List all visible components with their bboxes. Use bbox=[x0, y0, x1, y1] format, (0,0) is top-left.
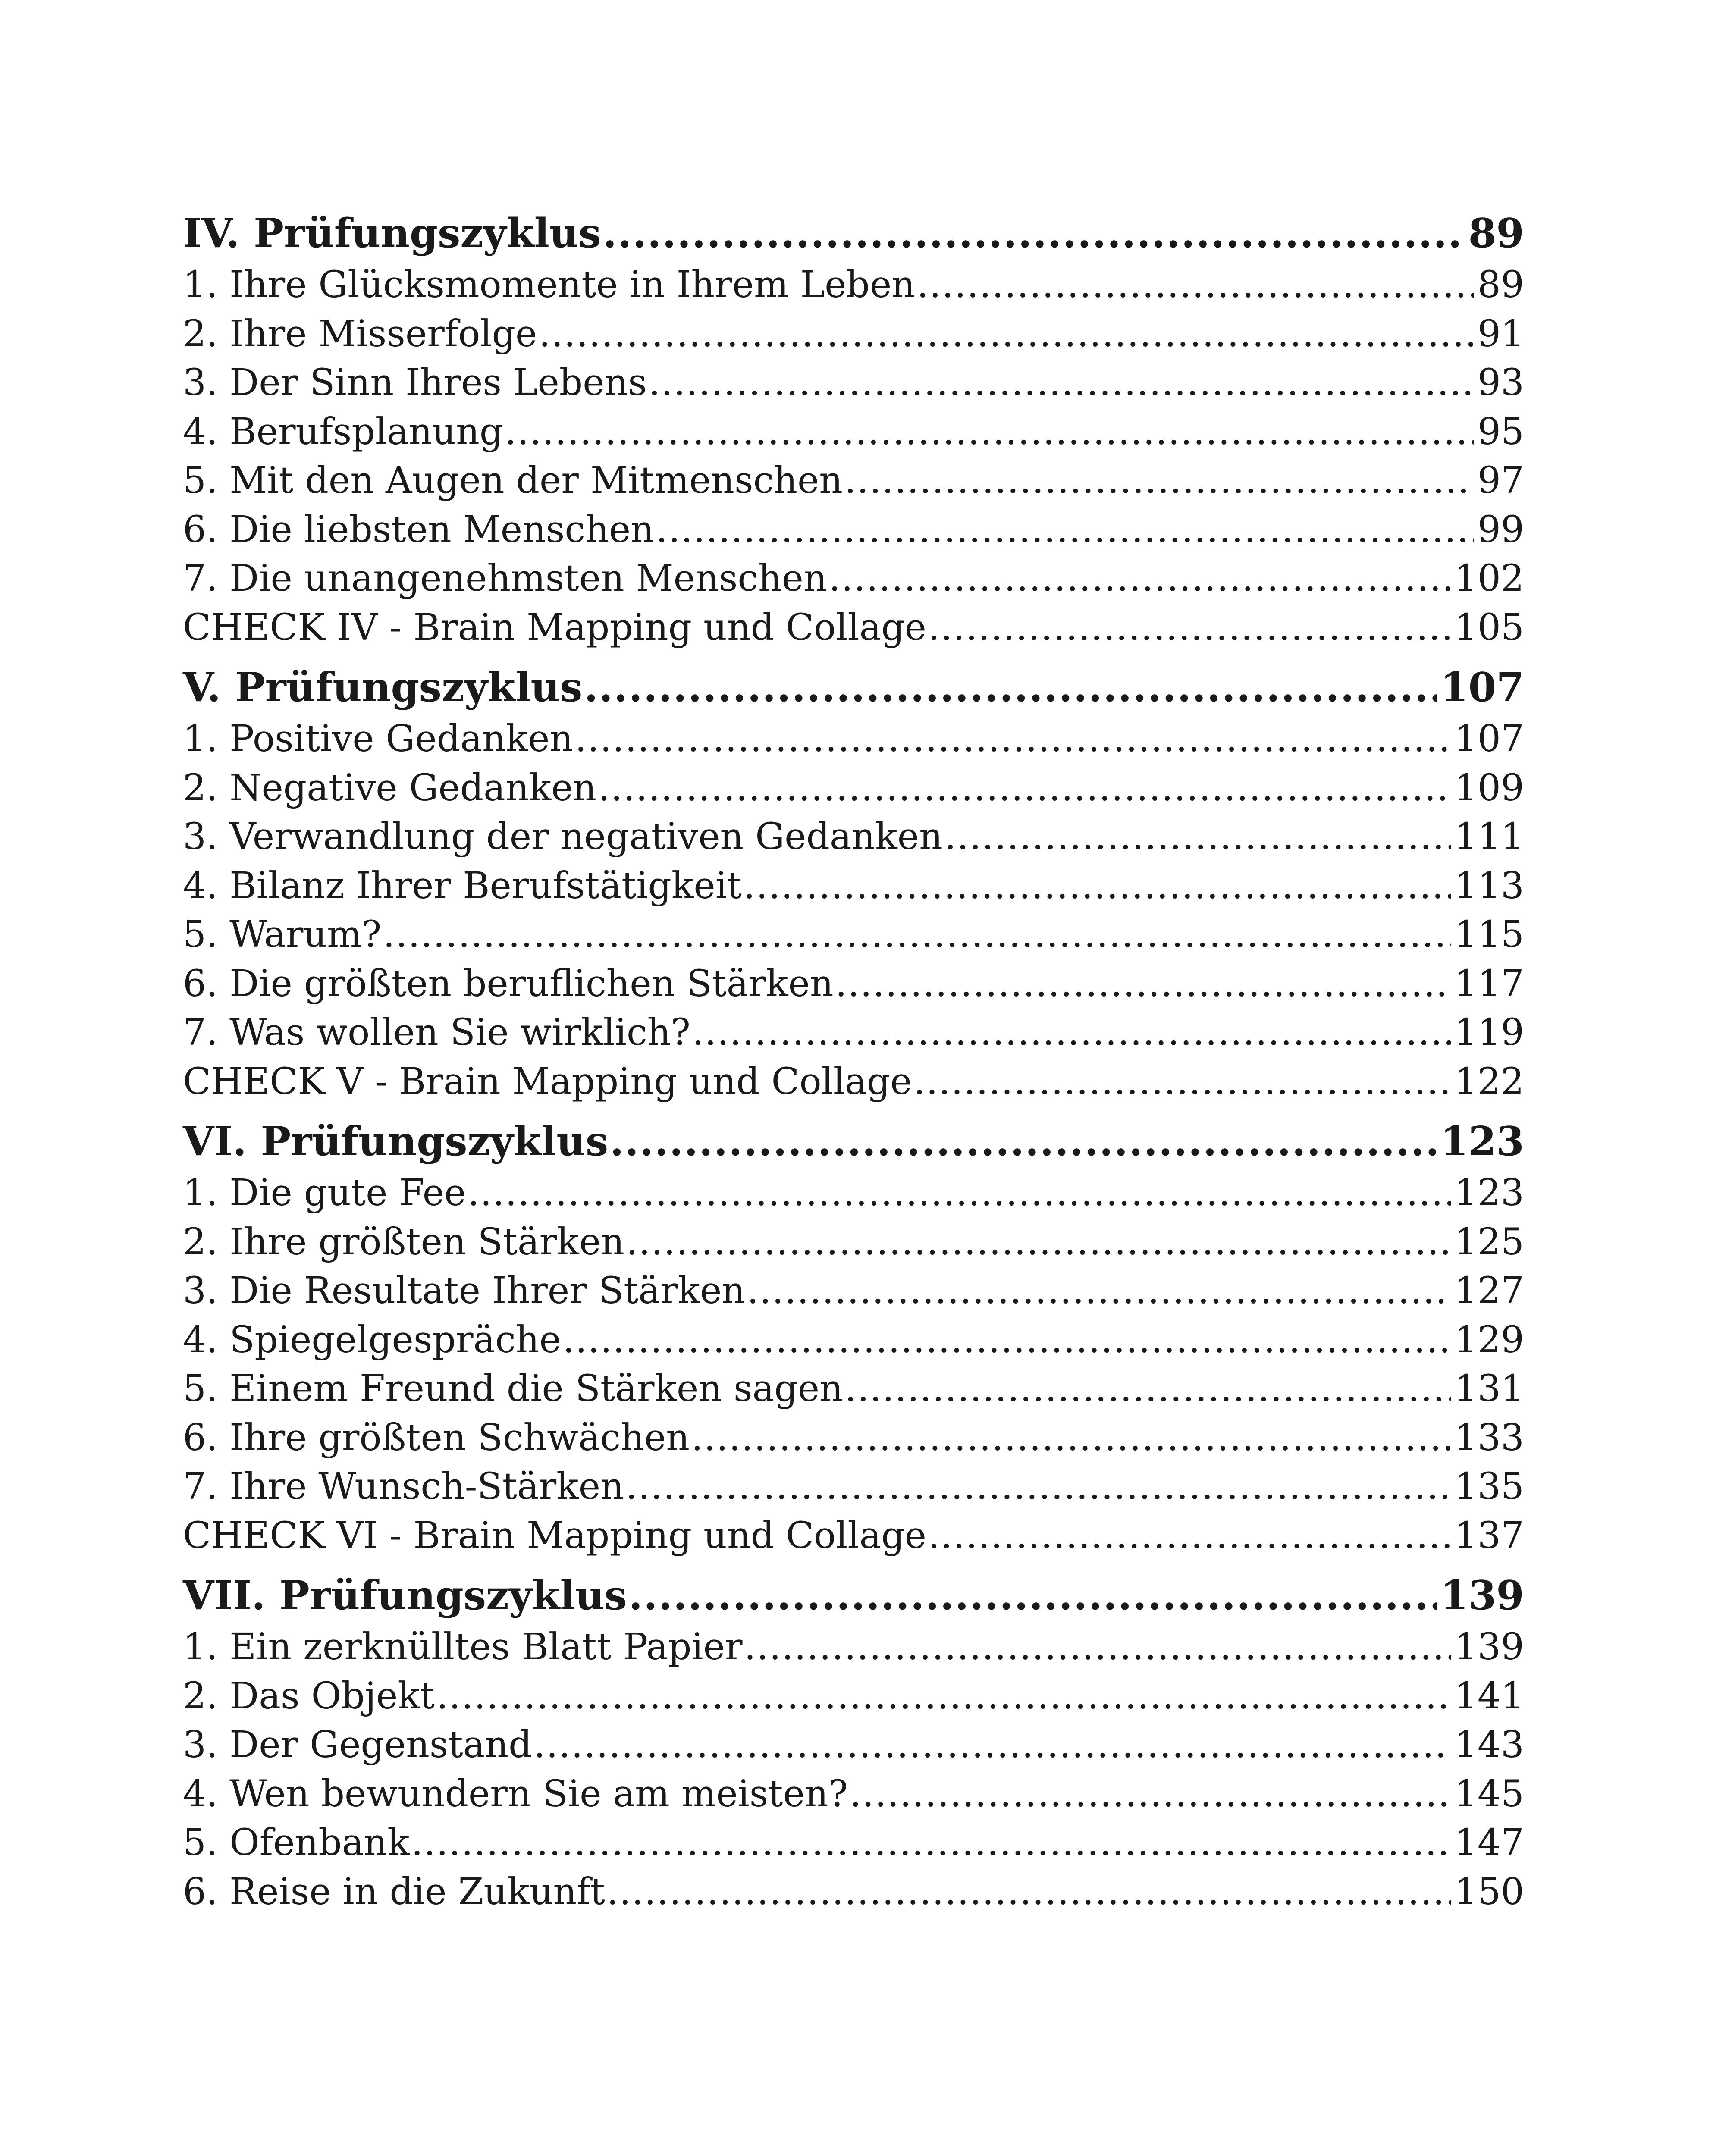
toc-entry-title: 5. Ofenbank bbox=[183, 1821, 410, 1864]
toc-entry-page: 123 bbox=[1454, 1172, 1524, 1214]
toc-entry-page: 150 bbox=[1454, 1870, 1524, 1913]
toc-entry-title: 4. Berufsplanung bbox=[183, 410, 503, 453]
toc-entry-page: 141 bbox=[1454, 1674, 1524, 1717]
dot-leader bbox=[844, 456, 1474, 505]
toc-heading[interactable] bbox=[183, 1568, 1524, 1623]
toc-entry-page: 131 bbox=[1454, 1367, 1524, 1410]
toc-entry[interactable] bbox=[183, 1364, 1524, 1413]
toc-heading-page: 107 bbox=[1440, 664, 1524, 711]
dot-leader bbox=[845, 1364, 1451, 1413]
toc-entry-title: 2. Das Objekt bbox=[183, 1674, 435, 1717]
toc-entry-title: 1. Die gute Fee bbox=[183, 1172, 466, 1214]
toc-entry-title: 5. Warum? bbox=[183, 913, 382, 956]
toc-entry-title: 6. Reise in die Zukunft bbox=[183, 1870, 605, 1913]
toc-entry-title: 7. Ihre Wunsch-Stärken bbox=[183, 1465, 624, 1508]
dot-leader bbox=[584, 660, 1437, 714]
toc-heading-page: 89 bbox=[1468, 210, 1524, 257]
toc-heading-page: 139 bbox=[1440, 1572, 1524, 1619]
dot-leader bbox=[913, 1057, 1450, 1106]
toc-heading-page: 123 bbox=[1440, 1118, 1524, 1165]
toc-entry-title: 1. Positive Gedanken bbox=[183, 718, 574, 760]
toc-entry-title: CHECK VI - Brain Mapping und Collage bbox=[183, 1514, 926, 1557]
toc-entry[interactable] bbox=[183, 714, 1524, 764]
toc-entry-title: CHECK IV - Brain Mapping und Collage bbox=[183, 606, 926, 649]
dot-leader bbox=[468, 1169, 1450, 1218]
toc-entry[interactable] bbox=[183, 1770, 1524, 1819]
toc-entry-page: 105 bbox=[1454, 606, 1524, 649]
dot-leader bbox=[656, 505, 1474, 555]
toc-entry-page: 122 bbox=[1454, 1060, 1524, 1103]
toc-entry-title: 2. Ihre größten Stärken bbox=[183, 1220, 624, 1263]
toc-entry-page: 113 bbox=[1454, 864, 1524, 907]
dot-leader bbox=[928, 603, 1451, 652]
toc-entry-title: 7. Die unangenehmsten Menschen bbox=[183, 557, 827, 600]
toc-entry-page: 109 bbox=[1454, 766, 1524, 809]
toc-entry[interactable] bbox=[183, 1511, 1524, 1561]
toc-entry[interactable] bbox=[183, 260, 1524, 310]
toc-entry-page: 91 bbox=[1477, 312, 1524, 355]
toc-entry[interactable] bbox=[183, 1720, 1524, 1770]
dot-leader bbox=[692, 1008, 1451, 1057]
toc-entry-title: 6. Die liebsten Menschen bbox=[183, 508, 654, 551]
dot-leader bbox=[505, 407, 1474, 457]
dot-leader bbox=[747, 1266, 1451, 1316]
toc-entry[interactable] bbox=[183, 456, 1524, 505]
toc-heading[interactable] bbox=[183, 1114, 1524, 1169]
toc-heading[interactable] bbox=[183, 206, 1524, 260]
toc-entry-title: 5. Mit den Augen der Mitmenschen bbox=[183, 459, 843, 502]
dot-leader bbox=[649, 358, 1474, 407]
toc-entry-title: 7. Was wollen Sie wirklich? bbox=[183, 1011, 690, 1054]
toc-entry-page: 117 bbox=[1454, 962, 1524, 1005]
toc-entry-title: 2. Ihre Misserfolge bbox=[183, 312, 537, 355]
toc-entry-title: CHECK V - Brain Mapping und Collage bbox=[183, 1060, 912, 1103]
toc-entry-title: 3. Die Resultate Ihrer Stärken bbox=[183, 1269, 746, 1312]
toc-entry-page: 102 bbox=[1454, 557, 1524, 600]
toc-entry[interactable] bbox=[183, 407, 1524, 457]
toc-heading-title: V. Prüfungszyklus bbox=[183, 664, 583, 711]
toc-entry[interactable] bbox=[183, 1413, 1524, 1463]
toc-heading[interactable] bbox=[183, 660, 1524, 714]
dot-leader bbox=[744, 1623, 1451, 1672]
dot-leader bbox=[944, 812, 1451, 862]
toc-entry-title: 4. Spiegelgespräche bbox=[183, 1318, 561, 1361]
toc-entry[interactable] bbox=[183, 862, 1524, 911]
toc-section-vii bbox=[183, 1568, 1524, 1916]
toc-entry[interactable] bbox=[183, 358, 1524, 407]
dot-leader bbox=[607, 1868, 1451, 1917]
toc-entry-page: 107 bbox=[1454, 718, 1524, 760]
toc-entry-title: 3. Der Sinn Ihres Lebens bbox=[183, 361, 647, 404]
dot-leader bbox=[610, 1114, 1437, 1169]
toc-entry-page: 127 bbox=[1454, 1269, 1524, 1312]
toc-entry-page: 145 bbox=[1454, 1772, 1524, 1815]
toc-entry-page: 143 bbox=[1454, 1724, 1524, 1766]
dot-leader bbox=[626, 1462, 1451, 1511]
toc-entry-page: 99 bbox=[1477, 508, 1524, 551]
dot-leader bbox=[626, 1218, 1451, 1267]
dot-leader bbox=[411, 1818, 1451, 1868]
toc-entry[interactable] bbox=[183, 1266, 1524, 1316]
toc-entry-title: 5. Einem Freund die Stärken sagen bbox=[183, 1367, 843, 1410]
toc-entry-page: 97 bbox=[1477, 459, 1524, 502]
toc-section-iv bbox=[183, 206, 1524, 652]
toc-entry[interactable] bbox=[183, 1623, 1524, 1672]
toc-entry[interactable] bbox=[183, 1818, 1524, 1868]
toc-entry[interactable] bbox=[183, 505, 1524, 555]
toc-entry-page: 111 bbox=[1454, 815, 1524, 858]
toc-entry-page: 129 bbox=[1454, 1318, 1524, 1361]
toc-entry-page: 89 bbox=[1477, 263, 1524, 306]
dot-leader bbox=[563, 1316, 1451, 1365]
toc-entry-page: 137 bbox=[1454, 1514, 1524, 1557]
toc-entry[interactable] bbox=[183, 1169, 1524, 1218]
toc-entry-title: 1. Ein zerknülltes Blatt Papier bbox=[183, 1626, 743, 1668]
dot-leader bbox=[603, 206, 1465, 260]
toc-heading-title: VII. Prüfungszyklus bbox=[183, 1572, 627, 1619]
dot-leader bbox=[575, 714, 1451, 764]
toc-entry[interactable] bbox=[183, 812, 1524, 862]
dot-leader bbox=[436, 1672, 1451, 1721]
toc-entry[interactable] bbox=[183, 603, 1524, 652]
toc-entry[interactable] bbox=[183, 764, 1524, 813]
toc-entry[interactable] bbox=[183, 1868, 1524, 1917]
toc-entry-page: 115 bbox=[1454, 913, 1524, 956]
dot-leader bbox=[850, 1770, 1451, 1819]
toc-entry-title: 4. Wen bewundern Sie am meisten? bbox=[183, 1772, 848, 1815]
dot-leader bbox=[829, 554, 1451, 603]
toc-entry[interactable] bbox=[183, 1057, 1524, 1106]
toc-entry-title: 2. Negative Gedanken bbox=[183, 766, 597, 809]
toc-entry[interactable] bbox=[183, 1218, 1524, 1267]
toc-entry-page: 93 bbox=[1477, 361, 1524, 404]
dot-leader bbox=[629, 1568, 1437, 1623]
table-of-contents bbox=[183, 206, 1524, 1924]
toc-heading-title: VI. Prüfungszyklus bbox=[183, 1118, 609, 1165]
toc-entry[interactable] bbox=[183, 554, 1524, 603]
dot-leader bbox=[598, 764, 1451, 813]
toc-entry-title: 1. Ihre Glücksmomente in Ihrem Leben bbox=[183, 263, 915, 306]
toc-entry-page: 119 bbox=[1454, 1011, 1524, 1054]
toc-entry-title: 3. Verwandlung der negativen Gedanken bbox=[183, 815, 943, 858]
toc-entry-title: 6. Ihre größten Schwächen bbox=[183, 1416, 690, 1459]
toc-entry[interactable] bbox=[183, 310, 1524, 359]
toc-entry-page: 147 bbox=[1454, 1821, 1524, 1864]
dot-leader bbox=[539, 310, 1474, 359]
toc-entry[interactable] bbox=[183, 1672, 1524, 1721]
toc-entry[interactable] bbox=[183, 1008, 1524, 1057]
toc-entry[interactable] bbox=[183, 959, 1524, 1009]
toc-entry[interactable] bbox=[183, 910, 1524, 959]
toc-entry-title: 6. Die größten beruflichen Stärken bbox=[183, 962, 834, 1005]
toc-entry-page: 125 bbox=[1454, 1220, 1524, 1263]
toc-entry-title: 4. Bilanz Ihrer Berufstätigkeit bbox=[183, 864, 742, 907]
dot-leader bbox=[691, 1413, 1451, 1463]
toc-entry-title: 3. Der Gegenstand bbox=[183, 1724, 532, 1766]
toc-entry-page: 135 bbox=[1454, 1465, 1524, 1508]
toc-section-v bbox=[183, 660, 1524, 1106]
dot-leader bbox=[383, 910, 1450, 959]
dot-leader bbox=[928, 1511, 1451, 1561]
dot-leader bbox=[917, 260, 1474, 310]
toc-entry[interactable] bbox=[183, 1462, 1524, 1511]
toc-entry-page: 139 bbox=[1454, 1626, 1524, 1668]
dot-leader bbox=[534, 1720, 1451, 1770]
toc-entry-page: 95 bbox=[1477, 410, 1524, 453]
toc-heading-title: IV. Prüfungszyklus bbox=[183, 210, 601, 257]
toc-section-vi bbox=[183, 1114, 1524, 1560]
dot-leader bbox=[835, 959, 1451, 1009]
toc-entry[interactable] bbox=[183, 1316, 1524, 1365]
dot-leader bbox=[744, 862, 1451, 911]
toc-entry-page: 133 bbox=[1454, 1416, 1524, 1459]
